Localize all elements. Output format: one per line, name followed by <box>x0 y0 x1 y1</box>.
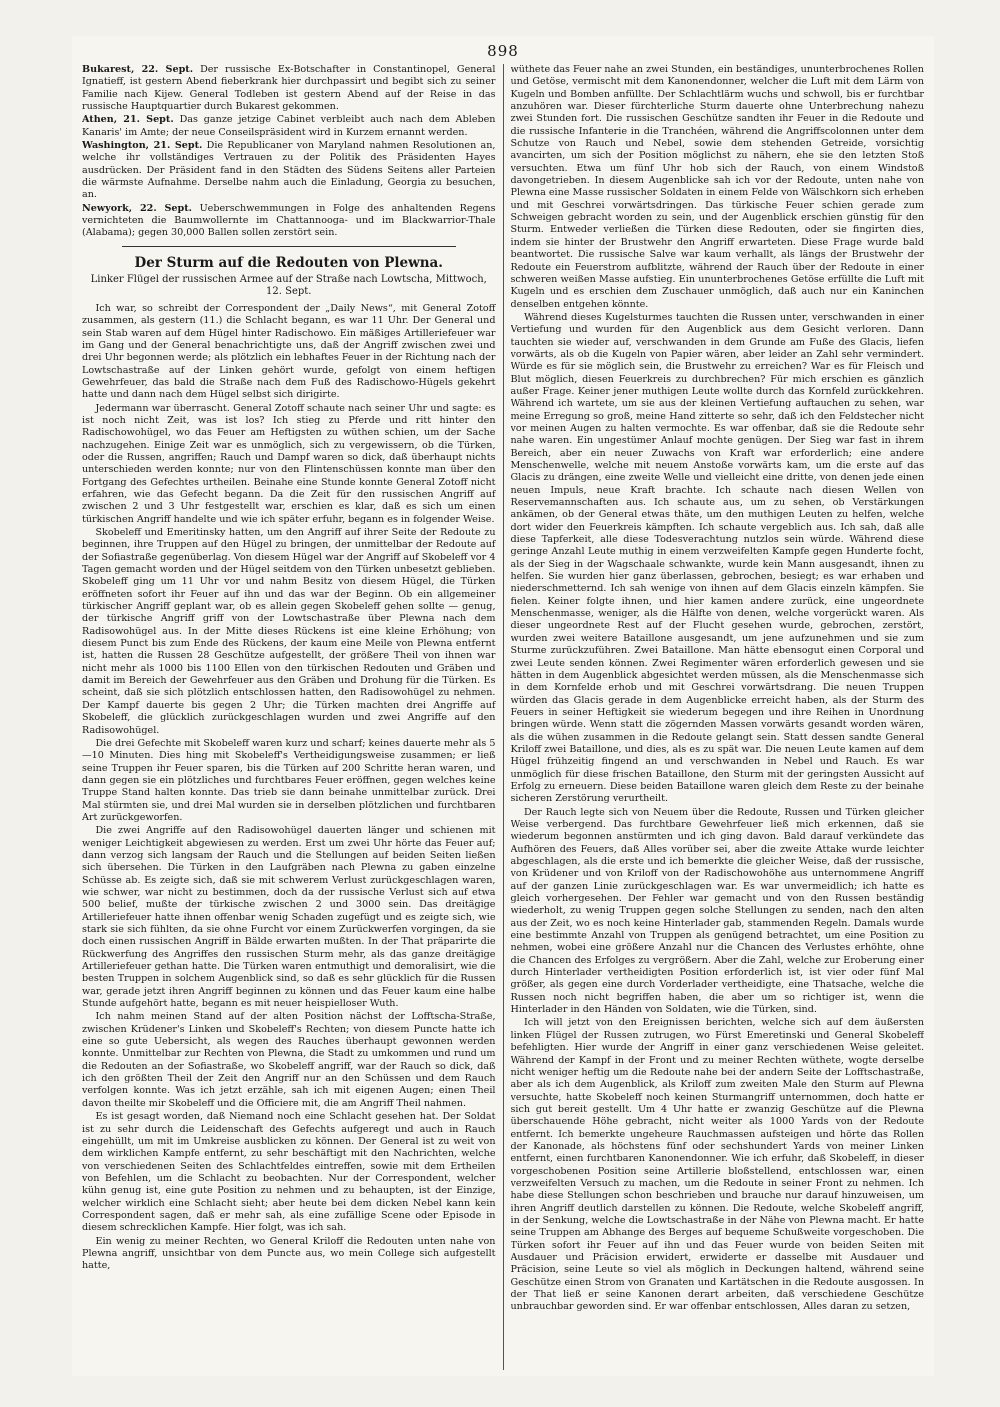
article-paragraph: Es ist gesagt worden, daß Niemand noch eine Schlacht gesehen hat. Der Soldat ist zu sehr durch die Leidenschaft des Gefechts aufgeregt und auch in Rauch eingehüllt, um mit im Umkreise ausblicken zu können. Der General ist zu weit von dem wirklichen Kampfe entfernt, zu sehr beschäftigt mit den Nachrichten, welche von verschiedenen Seiten des Schlachtfeldes eintreffen, sowie mit dem Ertheilen von Befehlen, um die Schlacht zu beobachten. Nur der Correspondent, welcher kühn genug ist, eine gute Position zu nehmen und zu behaupten, ist der Einzige, welcher wirklich eine Schlacht sieht; aber heute bei dem dicken Nebel kann kein Correspondent sagen, daß er mehr sah, als eine zufällige Scene oder Episode in diesem schrecklichen Kampfe. Hier folgt, was ich sah. <box>82 1111 496 1234</box>
news-item <box>82 140 496 202</box>
article-subhead: Linker Flügel der russischen Armee auf der Straße nach Lowtscha, Mittwoch, 12. Sept. <box>90 273 487 298</box>
article-paragraph: Die zwei Angriffe auf den Radisowohügel dauerten länger und schienen mit weniger Leichtigkeit abgewiesen zu werden. Erst um zwei Uhr hörte das Feuer auf; dann verzog sich langsam der Rauch und die Stellungen auf beiden Seiten ließen sich übersehen. Die Türken in den Laufgräben nach Plewna zu gaben einzelne Schüsse ab. Es zeigte sich, daß sie mit schwerem Verlust zurückgeschlagen waren, wie schwer, war nicht zu bestimmen, doch da der russische Verlust sich auf etwa 500 belief, mußte der türkische zwischen 2 und 3000 sein. Das dreitägige Artilleriefeuer hatte ihnen offenbar wenig Schaden zugefügt und es zeigte sich, wie stark sie sich fühlten, da sie ohne Furcht vor einem Zurückwerfen vorgingen, da sie doch einen russischen Angriff in Bälde erwarten mußten. In der That präparirte die Rückwerfung des Angriffes den russischen Sturm mehr, als das ganze dreitägige Artilleriefeuer gethan hatte. Die Türken waren entmuthigt und demoralisirt, wie die besten Truppen in solchem Augenblick sind, so daß es sehr glücklich für die Russen war, gerade jetzt ihren Angriff beginnen zu können und das Feuer kaum eine halbe Stunde aufgehört hatte, begann es mit neuer heispielloser Wuth. <box>82 825 496 1010</box>
article-paragraph: Während dieses Kugelsturmes tauchten die Russen unter, verschwanden in einer Vertiefung und wurden für den Augenblick aus dem Gesicht verloren. Dann tauchten sie wieder auf, verschwanden in dem Grunde am Fuße des Glacis, liefen vorwärts, als ob die Kugeln von Papier wären, aber leider an Zahl sehr vermindert. Würde es für sie möglich sein, die Brustwehr zu erreichen? War es für Fleisch und Blut möglich, diesen Feuerkreis zu durchbrechen? Für mich erschien es gänzlich außer Frage. Keiner jener muthigen Leute wollte durch das Kornfeld zurückkehren. Während ich wartete, um sie aus der kleinen Vertiefung auftauchen zu sehen, war meine Erregung so groß, meine Hand zitterte so sehr, daß ich den Feldstecher nicht vor meinen Augen zu halten vermochte. Es war offenbar, daß sie die Redoute sehr nahe waren. Ein ungestümer Anlauf mochte genügen. Der Sieg war fast in ihrem Bereich, aber ein neuer Zuwachs von Kraft war erforderlich; eine andere Menschenwelle, welche mit neuem Anstoße vorwärts kam, um die erste auf das Glacis zu drängen, eine zweite Welle und vielleicht eine dritte, von denen jede einen neuen Impuls, neue Kraft brachte. Ich schaute nach diesen Wellen von Reservemannschaften aus. Ich schaute aus, um zu sehen, ob Verstärkungen ankämen, ob der General etwas thäte, um den muthigen Leuten zu helfen, welche dort wider den Feuerkreis kämpften. Ich schaute vergeblich aus. Ich sah, daß alle diese Tapferkeit, alle diese Todesverachtung nutzlos sein würde. Während diese geringe Anzahl Leute muthig in einem verzweifelten Kampfe gegen Hunderte focht, als der Sieg in der Wagschaale schwankte, wurde kein Mann ausgesandt, ihnen zu helfen. Sie wurden hier ganz überlassen, gebrochen, besiegt; es war erhaben und niederschmetternd. Ich sah wenige von ihnen auf dem Glacis einzeln kämpfen. Sie fielen. Keiner folgte ihnen, und hier kamen andere zurück, eine ungeordnete Menschenmasse, weniger, als die Hälfte von denen, welche vorgerückt waren. Als dieser ungeordnete Rest auf der Flucht gesehen wurde, gebrochen, zerstört, wurden zwei weitere Bataillone ausgesandt, um jene aufzunehmen und sie zum Sturme zurückzuführen. Zwei Bataillone. Man hätte ebensogut einen Corporal und zwei Leute senden können. Zwei Regimenter wären erforderlich gewesen und sie hätten in dem Augenblick abgesichtet werden müssen, als die Menschenmasse sich in dem Kornfelde erhob und mit Geschrei vorwärtsdrang. Die neuen Truppen würden das Glacis gerade in dem Augenblicke erreicht haben, als der Sturm des Feuers in seiner Heftigkeit sie wiederum begegen und ihre Reihen in Unordnung bringen würde. Wenn statt die zögernden Massen vorwärts gesandt worden wären, als die wühen zusammen in die Redoute gelangt sein. Statt dessen sandte General Kriloff zwei Bataillone, und dies, als es zu spät war. Die neuen Leute kamen auf dem Hügel frühzeitig fingend an und verschwanden in Nebel und Rauch. Es war unmöglich für diese frischen Bataillone, den Sturm mit der geringsten Aussicht auf Erfolg zu erneuern. Diese beiden Bataillone waren gleich dem Reste zu der beinahe sicheren Zerstörung verurtheilt. <box>510 311 924 805</box>
column-right <box>511 64 925 1370</box>
article-paragraph: Ich nahm meinen Stand auf der alten Position nächst der Lofftscha-Straße, zwischen Krüdener's Linken und Skobeleff's Rechten; von diesem Puncte hatte ich eine so gute Uebersicht, als wegen des Rauches überhaupt gewonnen werden konnte. Unmittelbar zur Rechten von Plewna, die Stadt zu umkommen und rund um die Redouten an der Sofiastraße, wo Skobeleff angriff, war der Rauch so dick, daß ich den größten Theil der Zeit den Angriff nur an den Schüssen und dem Rauch verfolgen konnte. Was ich jetzt erzähle, sah ich mit eigenen Augen; einen Theil davon theilte mir Skobeleff und die Officiere mit, die am Angriff Theil nahmen. <box>82 1011 496 1109</box>
column-rule <box>503 64 504 1370</box>
article-paragraph: Die drei Gefechte mit Skobeleff waren kurz und scharf; keines dauerte mehr als 5—10 Minuten. Dies hing mit Skobeleff's Vertheidigungsweise zusammen; er ließ seine Truppen ihr Feuer sparen, bis die Türken auf 200 Schritte heran waren, und dann gegen sie ein plötzliches und furchtbares Feuer eröffnen, gegen welches keine Truppe Stand halten konnte. Das trieb sie dann beinahe unmittelbar zurück. Drei Mal stürmten sie, und drei Mal wurden sie in derselben plötzlichen und furchtbaren Art zurückgeworfen. <box>82 737 496 823</box>
news-item <box>82 203 496 240</box>
article-paragraph: Jedermann war überrascht. General Zotoff schaute nach seiner Uhr und sagte: es ist noch nicht Zeit, was ist los? Ich stieg zu Pferde und ritt hinter den Radischowohügel, wo das Feuer am Heftigsten zu wüthen schien, um der Sache nachzugehen. Einige Zeit war es unmöglich, sich zu vergewissern, ob die Türken, oder die Russen, angriffen; Rauch und Dampf waren so dick, daß überhaupt nichts unterschieden werden konnte; nur von den Flintenschüssen konnte man über den Fortgang des Gefechtes urtheilen. Beinahe eine Stunde konnte General Zotoff nicht erfahren, wie das Gefecht begann. Da die Zeit für den russischen Angriff auf zwischen 2 und 3 Uhr festgestellt war, erschien es klar, daß es sich um einen türkischen Angriff handelte und wie ich später erfuhr, begann es in folgender Weise. <box>82 402 496 525</box>
news-text: Ueberschwemmungen in Folge des anhaltenden Regens vernichteten die Baumwollernte im Chattannooga- und im Blackwarrior-Thale (Alabama); gegen 30,000 Ballen sollen zerstört sein. <box>82 202 496 239</box>
news-dateline: Bukarest, 22. Sept. <box>82 64 194 75</box>
news-text: Der russische Ex-Botschafter in Constantinopel, General Ignatieff, ist gestern Abend fieberkrank hier durchpassirt und begibt sich zu seiner Familie nach Kijew. General Todleben ist gestern Abend auf der Reise in das russische Hauptquartier durch Bukarest gekommen. <box>82 64 496 113</box>
article-paragraph: Ein wenig zu meiner Rechten, wo General Kriloff die Redouten unten nahe von Plewna angriff, unsichtbar von dem Puncte aus, wo mein College sich aufgestellt hatte, <box>82 1235 496 1272</box>
article-paragraph: Ich war, so schreibt der Correspondent der „Daily News“, mit General Zotoff zusammen, als gestern (11.) die Schlacht begann, es war 11 Uhr. Der General und sein Stab waren auf dem Hügel hinter Radischowo. Ein mäßiges Artilleriefeuer war im Gang und der General benachrichtigte uns, daß der Angriff zwischen zwei und drei Uhr begonnen werde; als plötzlich ein lebhaftes Feuer in der Richtung nach der Lowtschastraße auf der Linken gehört wurde, gefolgt von einem heftigen Gewehrfeuer, das bald die Straße nach dem Fuß des Radischowo-Hügels gekehrt hatte und dann nach dem Hügel selbst sich dirigirte. <box>82 302 496 401</box>
news-text: Das ganze jetzige Cabinet verbleibt auch nach dem Ableben Kanaris' im Amte; der neue Conseilspräsident wird in Kurzem ernannt werden. <box>82 114 496 138</box>
news-item <box>82 64 496 113</box>
news-dateline: Athen, 21. Sept. <box>82 114 174 126</box>
article-paragraph: wüthete das Feuer nahe an zwei Stunden, ein beständiges, ununterbrochenes Rollen und Getöse, vermischt mit dem Kanonendonner, welcher die Luft mit dem Lärm von Kugeln und Bomben anfüllte. Der Schlachtlärm wuchs und schwoll, bis er furchtbar anzuhören war. Dieser fürchterliche Sturm dauerte ohne Unterbrechung nahezu zwei Stunden fort. Die russischen Geschütze sandten ihr Feuer in die Redoute und die russische Infanterie in die Tranchéen, während die Angriffscolonnen unter dem Schutze von Rauch und Nebel, sowie dem stehenden Getreide, vorsichtig avancirten, um sich der Position möglichst zu nähern, ehe sie den letzten Stoß versuchten. Etwa um fünf Uhr hob sich der Rauch, von einem Windstoß davongetrieben. In diesem Augenblicke sah ich vor der Redoute, unten nahe von Plewna eine Masse russischer Soldaten in einem Felde von Wälschkorn sich erheben und mit Geschrei vorwärtsdringen. Das türkische Feuer schien gerade zum Schweigen gebracht worden zu sein, und der Augenblick erschien günstig für den Sturm. Entweder verließen die Türken diese Redouten, oder sie fingirten dies, indem sie hinter der Brustwehr den Angriff erwarteten. Diese Frage wurde bald beantwortet. Die russische Salve war kaum verhallt, als längs der Brustwehr der Redoute ein Feuerstrom aufblitzte, während der Rauch über der Redoute in einer schweren weißen Masse aufstieg. Ein ununterbrochenes Getöse erfüllte die Luft mit Kugeln und es erschien dem Zuschauer unmöglich, daß auch nur ein Kaninchen denselben entgehen könnte. <box>510 64 924 310</box>
newspaper-page <box>72 36 934 1376</box>
news-text: Die Republicaner von Maryland nahmen Resolutionen an, welche ihr vollständiges Vertrauen zu der Politik des Präsidenten Hayes ausdrücken. Der Präsident fand in den Städten des Südens Seitens aller Parteien die wärmste Aufnahme. Derselbe nahm auch die Einladung, Georgia zu besuchen, an. <box>82 140 496 201</box>
text-columns <box>82 64 924 1370</box>
page-number: 898 <box>487 42 519 60</box>
column-left <box>82 64 496 1370</box>
section-divider <box>122 246 456 247</box>
article-paragraph: Der Rauch legte sich von Neuem über die Redoute, Russen und Türken gleicher Weise verbergend. Das furchtbare Gewehrfeuer ließ mich erkennen, daß sie wiederum begonnen anstürmten und ich ging davon. Bald darauf verkündete das Aufhören des Feuers, daß Alles vorüber sei, aber die zweite Attake wurde leichter abgeschlagen, als die erste und ich bemerkte die gleicher Weise, daß der russische, von Krüdener und von Kriloff von der Radischowohöhe aus unternommene Angriff auf der ganzen Linie zurückgeschlagen war. Es war unvermeidlich; ich hatte es gleich vorhergesehen. Der Fehler war gemacht und von den Russen beständig wiederholt, zu wenig Truppen gegen solche Stellungen zu senden, nach den alten aus der Zeit, wo es noch keine Hinterlader gab, stammenden Regeln. Damals wurde eine bestimmte Anzahl von Truppen als genügend betrachtet, um eine Position zu nehmen, wobei eine größere Anzahl nur die Chancen des Verlustes erhöhte, ohne die Chancen des Erfolges zu vergrößern. Aber die Zahl, welche zur Eroberung einer durch Hinterlader vertheidigten Position erforderlich ist, ist vier oder fünf Mal größer, als gegen eine durch Vorderlader vertheidigte, eine Thatsache, welche die Russen noch nicht begriffen haben, die aber um so richtiger ist, wenn die Hinterlader in den Händen von Soldaten, wie die Türken, sind. <box>510 806 924 1016</box>
article-paragraph: Skobeleff und Emeritinsky hatten, um den Angriff auf ihrer Seite der Redoute zu beginnen, ihre Truppen auf den Hügel zu bringen, der unmittelbar der Redoute auf der Sofiastraße gegenüberlag. Von diesem Hügel war der Angriff auf Skobeleff vor 4 Tagen gemacht worden und der Hügel seitdem von den Türken unbesetzt geblieben. Skobeleff ging um 11 Uhr vor und nahm Besitz von diesem Hügel, die Türken eröffneten sofort ihr Feuer auf ihn und das war der Beginn. Ob ein allgemeiner türkischer Angriff geplant war, ob es allein gegen Skobeleff gehen sollte — genug, der türkische Angriff griff von der Lowtschastraße über Plewna nach dem Radisowohügel aus. In der Mitte dieses Rückens ist eine kleine Erhöhung; von diesem Punct bis zum Ende des Rückens, der kaum eine Meile von Plewna entfernt ist, hatten die Russen 28 Geschütze aufgestellt, der größere Theil von ihnen war nicht mehr als 1000 bis 1100 Ellen von den türkischen Redouten und Gräben und damit im Bereich der Gewehrfeuer aus den Gräben und Drohung für die Türken. Es scheint, daß sie sich plötzlich entschlossen hatten, den Radisowohügel zu nehmen. Der Kampf dauerte bis gegen 2 Uhr; die Türken machten drei Angriffe auf Skobeleff, die glücklich zurückgeschlagen wurden und zwei Angriffe auf den Radisowohügel. <box>82 527 496 736</box>
article-paragraph: Ich will jetzt von den Ereignissen berichten, welche sich auf dem äußersten linken Flügel der Russen zutrugen, wo Fürst Emeretinski und General Skobeleff befehligten. Hier wurde der Angriff in einer ganz verschiedenen Weise geleitet. Während der Kampf in der Front und zu meiner Rechten wüthete, wogte derselbe nicht weniger heftig um die Redoute nahe bei der andern Seite der Lofftschastraße, aber als ich dem Augenblick, als Kriloff zum zweiten Male den Sturm auf Plewna versuchte, hatte Skobeleff noch keinen Sturmangriff unternommen, doch hatte er sich gut bereit gestellt. Um 4 Uhr hatte er zwanzig Geschütze auf die Plewna überschauende Höhe gebracht, nicht weiter als 1000 Yards von der Redoute entfernt. Ich bemerkte ungeheure Rauchmassen aufsteigen und hörte das Rollen der Kanonade, als höchstens fünf oder sechshundert Yards von meiner Linken entfernt, einen furchtbaren Kanonendonner. Wie ich erfuhr, daß Skobeleff, in dieser vorgeschobenen Position seine Artillerie bloßstellend, entschlossen war, einen verzweifelten Versuch zu machen, um die Redoute in seiner Front zu nehmen. Ich habe diese Stellungen schon beschrieben und brauche nur darauf hinzuweisen, um ihren Angriff deutlich darstellen zu können. Die Redoute, welche Skobeleff angriff, in der Senkung, welche die Lowtschastraße in der Nähe von Plewna macht. Er hatte seine Truppen am Abhange des Berges auf bequeme Schußweite vorgeschoben. Die Türken sofort ihr Feuer auf ihn und das Feuer wurde von beiden Seiten mit Ausdauer und Präcision erwidert, erwiderte er dasselbe mit Ausdauer und Präcision, seine Leute so viel als möglich in Deckungen haltend, während seine Geschütze einen Strom von Granaten und Kartätschen in die Redoute ausgossen. In der That ließ er seine Kanonen derart arbeiten, daß verschiedene Geschütze unbrauchbar geworden sind. Er war offenbar entschlossen, Alles daran zu setzen, <box>510 1017 924 1313</box>
news-item <box>82 114 496 139</box>
news-dateline: Washington, 21. Sept. <box>82 140 203 152</box>
news-dateline: Newyork, 22. Sept. <box>82 202 193 214</box>
article-headline: Der Sturm auf die Redouten von Plewna. <box>134 254 443 271</box>
